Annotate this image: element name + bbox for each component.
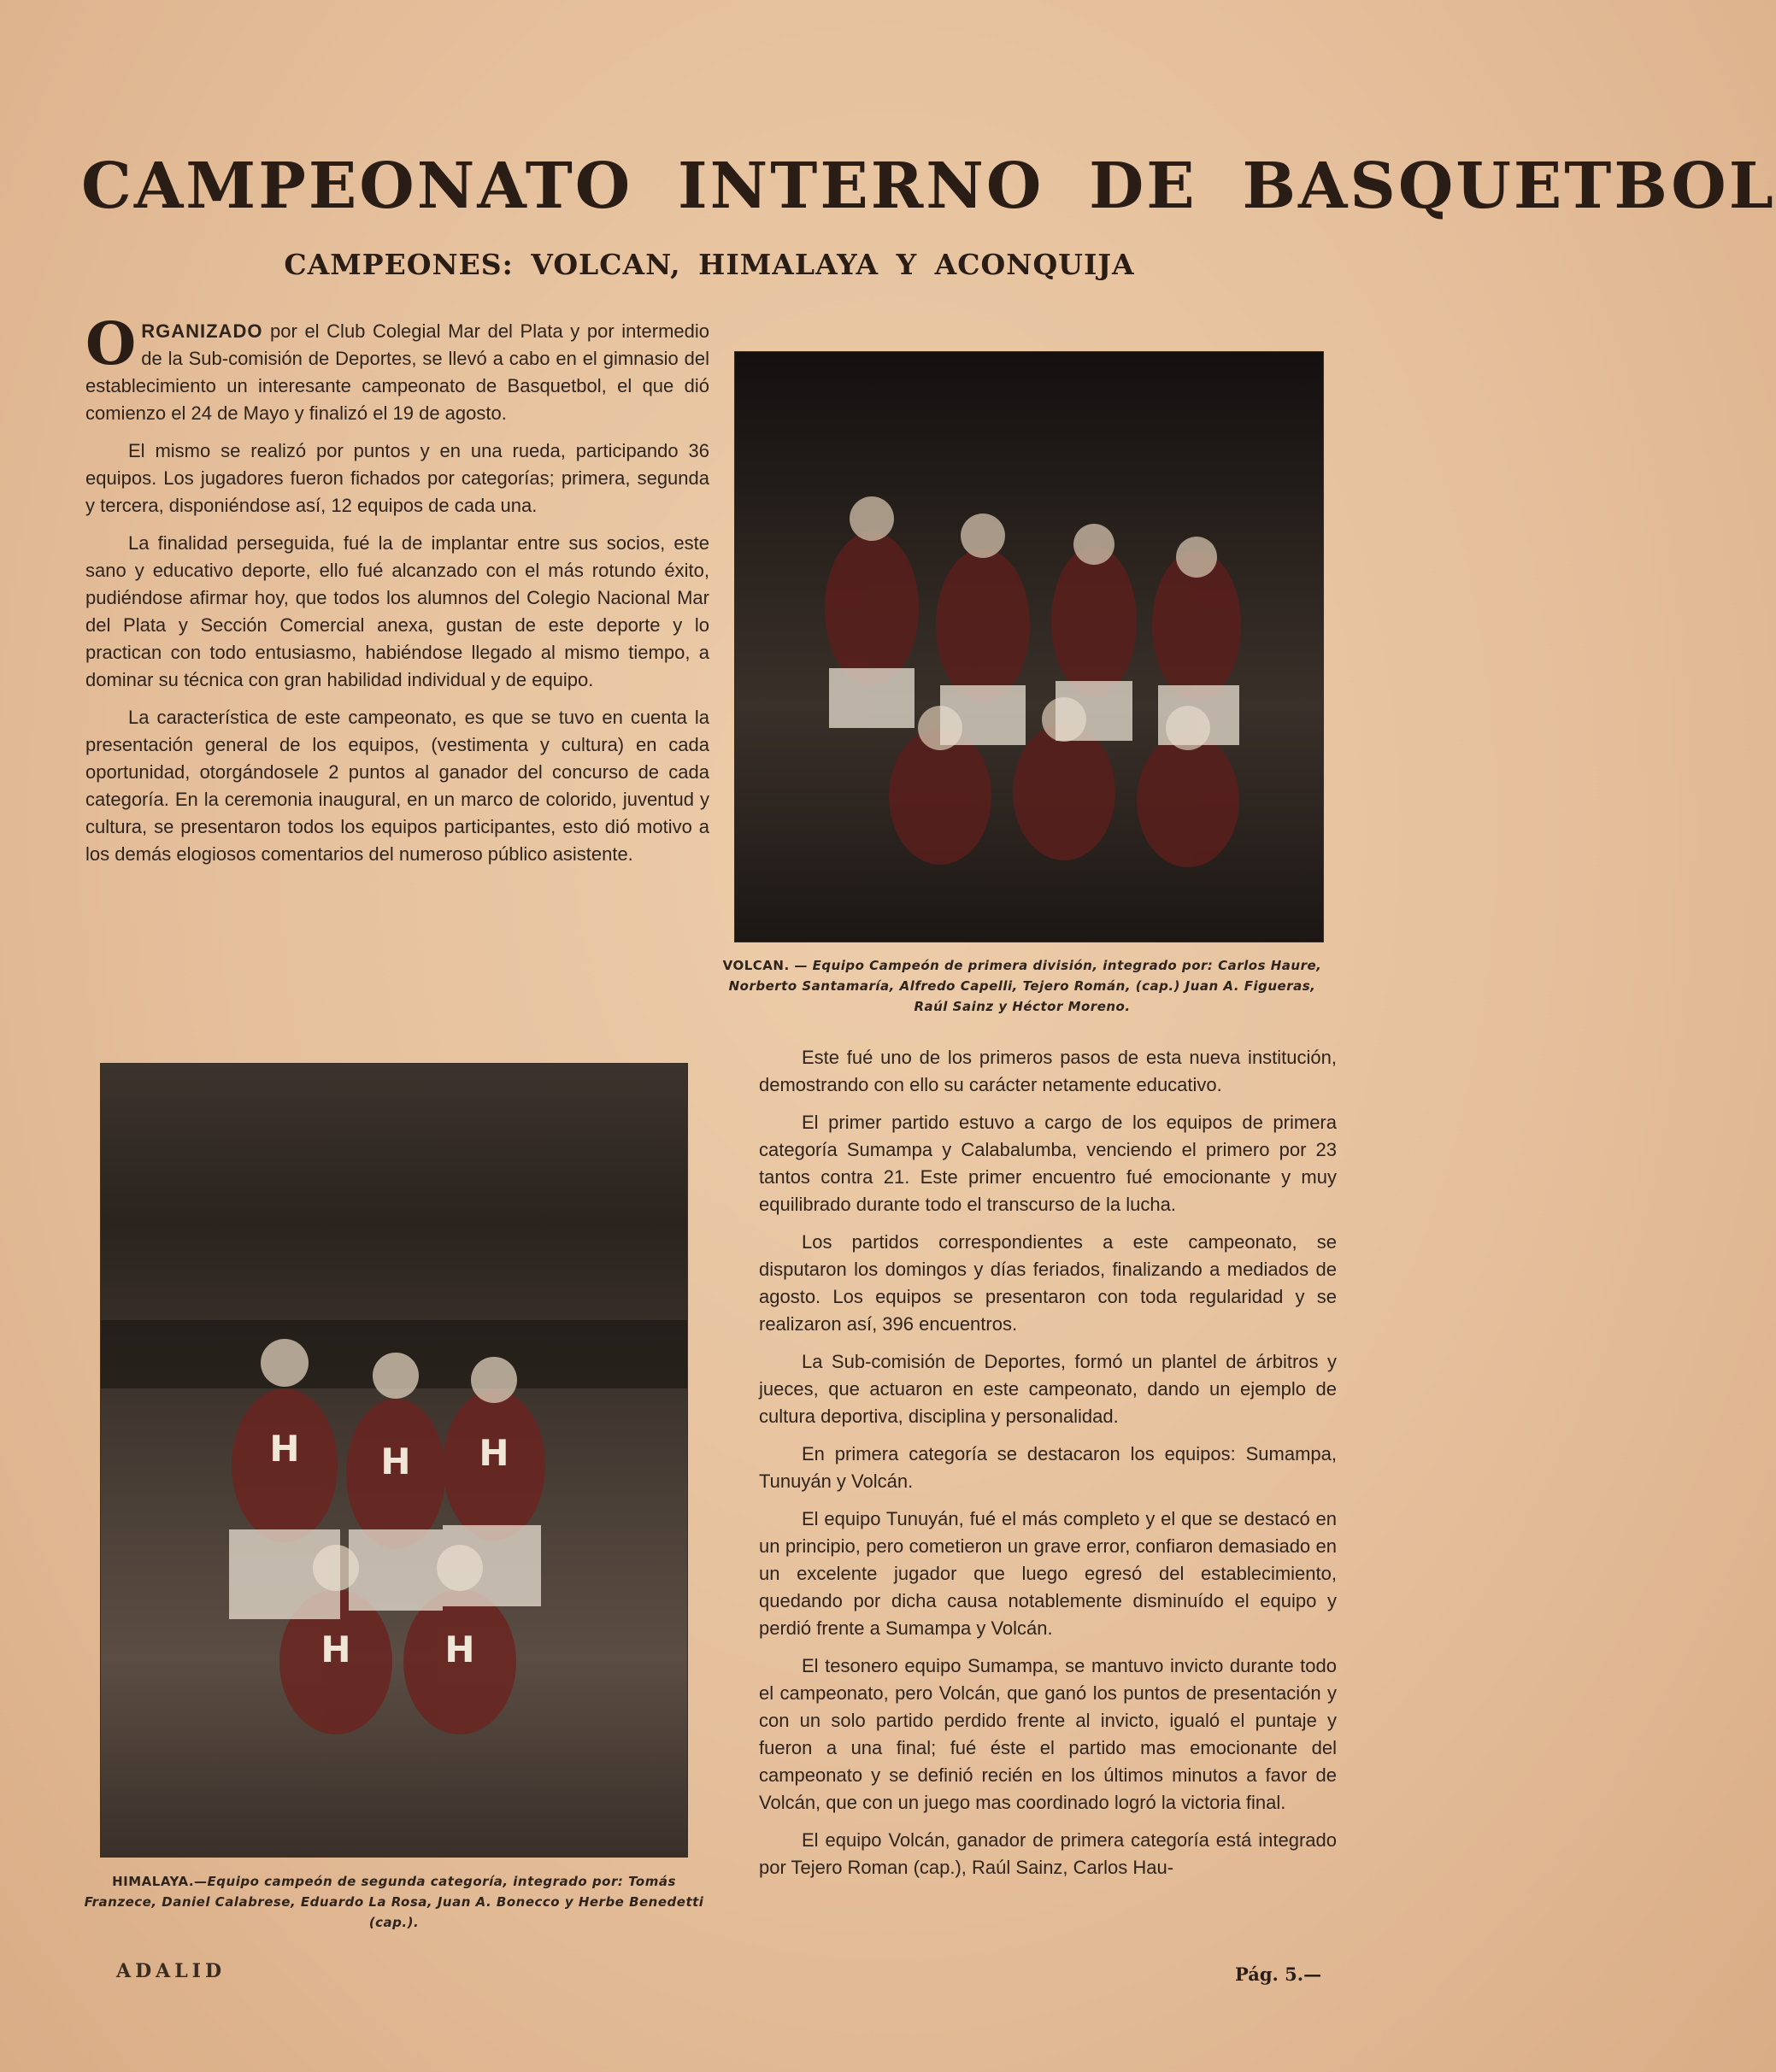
paragraph-text: por el Club Colegial Mar del Plata y por intermedio de la Sub-comisión de Deportes, se llevó a cabo en el gimnasio del establecimiento un interesante campeonato de Basquetbol, el que dió comienzo el 24 de Mayo y finalizó el 19 de agosto.: [85, 320, 709, 424]
magazine-name: ADALID: [116, 1960, 226, 1982]
caption-lead: VOLCAN. —: [722, 958, 808, 973]
article-paragraph-7: Los partidos correspondientes a este campeonato, se disputaron los domingos y días feriados, finalizando a mediados de agosto. Los equipos se presentaron con toda regularidad y se realizaron así, 396 encuentros.: [759, 1231, 1337, 1335]
himalaya-team-photo-graphic: [101, 1064, 687, 1857]
caption-text: Equipo Campeón de primera división, integrado por: Carlos Haure, Norberto Santamaría, Alfredo Capelli, Tejero Román, (cap.) Juan A. Figueras, Raúl Sainz y Héctor Moreno.: [728, 958, 1322, 1014]
article-column-left: [85, 310, 709, 878]
article-paragraph-11: El tesonero equipo Sumampa, se mantuvo invicto durante todo el campeonato, pero Volcán, que ganó los puntos de presentación y con un solo partido perdido frente al invicto, igualó el puntaje y fueron a una final; fué éste el partido mas emocionante del campeonato y se definió recién en los últimos minutos a favor de Volcán, que con un juego mas coordinado logró la victoria final.: [759, 1655, 1337, 1813]
article-paragraph-8: La Sub-comisión de Deportes, formó un plantel de árbitros y jueces, que actuaron en este campeonato, dando un ejemplo de cultura deportiva, disciplina y personalidad.: [759, 1351, 1337, 1427]
page-subtitle: CAMPEONES: VOLCAN, HIMALAYA Y ACONQUIJA: [284, 248, 1135, 281]
article-paragraph-10: El equipo Tunuyán, fué el más completo y el que se destacó en un principio, pero cometieron un grave error, confiaron demasiado en un excelente jugador que luego egresó del establecimiento, quedando por dicha causa notablemente disminuído el equipo y perdió frente a Sumampa y Volcán.: [759, 1508, 1337, 1639]
caption-text: Equipo campeón de segunda categoría, integrado por: Tomás Franzece, Daniel Calabrese, Eduardo La Rosa, Juan A. Bonecco y Herbe Benedetti (cap.).: [84, 1874, 704, 1930]
himalaya-team-photo: [101, 1064, 687, 1857]
page-number: Pág. 5.—: [1235, 1963, 1322, 1985]
volcan-team-photo: [735, 352, 1323, 942]
jersey-letter: H: [269, 1428, 300, 1470]
article-paragraph-9: En primera categoría se destacaron los equipos: Sumampa, Tunuyán y Volcán.: [759, 1443, 1337, 1492]
article-paragraph-3: La finalidad perseguida, fué la de implantar entre sus socios, este sano y educativo deporte, ello fué alcanzado con el más rotundo éxito, pudiéndose afirmar hoy, que todos los alumnos del Colegio Nacional Mar del Plata y Sección Comercial anexa, gustan de este deporte y lo practican con todo entusiasmo, habiéndose llegado al mismo tiempo, a dominar su técnica con gran habilidad individual y de equipo.: [85, 532, 709, 690]
lead-word: RGANIZADO: [141, 320, 263, 342]
caption-lead: HIMALAYA.—: [112, 1874, 208, 1889]
article-paragraph-2: El mismo se realizó por puntos y en una rueda, participando 36 equipos. Los jugadores fueron fichados por categorías; primera, segunda y tercera, disponiéndose así, 12 equipos de cada una.: [85, 440, 709, 516]
article-paragraph-6: El primer partido estuvo a cargo de los equipos de primera categoría Sumampa y Calabalumba, venciendo el primero por 23 tantos contra 21. Este primer encuentro fué emocionante y muy equilibrado durante todo el transcurso de la lucha.: [759, 1112, 1337, 1215]
article-column-right: [759, 1044, 1337, 1892]
volcan-photo-caption: [715, 955, 1330, 1017]
article-paragraph-5: Este fué uno de los primeros pasos de esta nueva institución, demostrando con ello su carácter netamente educativo.: [759, 1047, 1337, 1095]
himalaya-photo-caption: [82, 1871, 706, 1933]
article-paragraph-1: [85, 310, 709, 427]
volcan-team-photo-graphic: [735, 352, 1323, 942]
article-paragraph-12: El equipo Volcán, ganador de primera categoría está integrado por Tejero Roman (cap.), Raúl Sainz, Carlos Hau-: [759, 1829, 1337, 1878]
drop-cap: O: [85, 310, 137, 379]
jersey-letter: H: [444, 1629, 475, 1670]
jersey-letter: H: [380, 1441, 411, 1482]
article-paragraph-4: La característica de este campeonato, es que se tuvo en cuenta la presentación general de los equipos, (vestimenta y cultura) en cada oportunidad, otorgándosele 2 puntos al ganador del concurso de cada categoría. En la ceremonia inaugural, en un marco de colorido, juventud y cultura, se presentaron todos los equipos participantes, esto dió motivo a los demás elogiosos comentarios del numeroso público asistente.: [85, 707, 709, 865]
jersey-letter: H: [321, 1629, 351, 1670]
page-title: CAMPEONATO INTERNO DE BASQUETBOL: [81, 150, 1776, 223]
jersey-letter: H: [479, 1432, 509, 1474]
